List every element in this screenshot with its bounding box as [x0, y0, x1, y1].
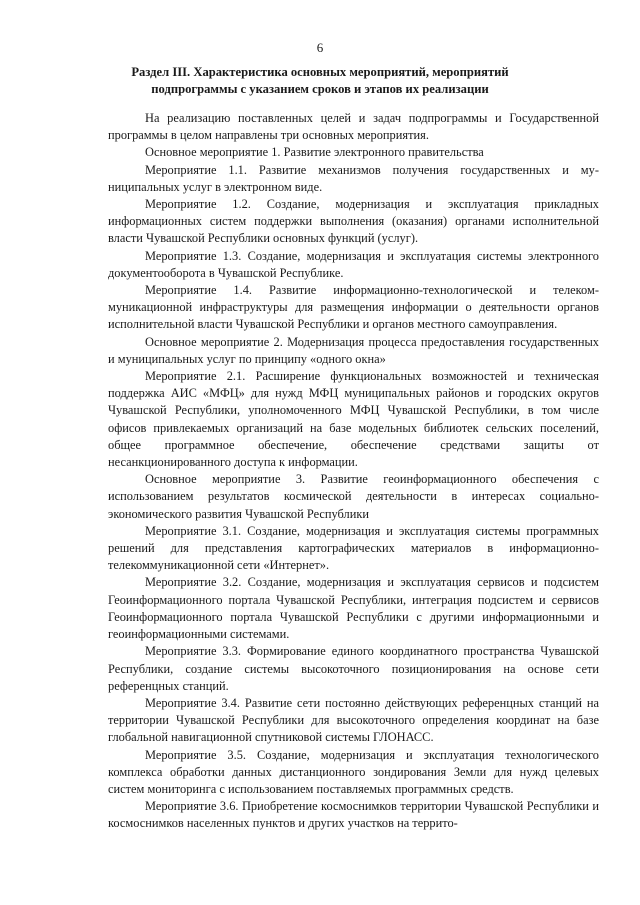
paragraph-activity-3-1: Мероприятие 3.1. Создание, модернизация и эксплуатация системы программных решений для представления картографических материалов в информационно-телекоммуникационной сети «Интернет». [108, 523, 599, 573]
section-heading [110, 64, 530, 98]
paragraph-main-activity-2: Основное мероприятие 2. Модернизация процесса предоставления государственных и муниципальных услуг по принципу «одного окна» [108, 334, 599, 366]
paragraph-activity-3-3: Мероприятие 3.3. Формирование единого координатного пространства Чувашской Республики, создание системы высокоточного позиционирования на основе сети референцных станций. [108, 644, 599, 693]
paragraph-activity-1-3: Мероприятие 1.3. Создание, модернизация и эксплуатация системы электронного документооборота в Чувашской Республике. [108, 248, 599, 280]
paragraph-main-activity-1: Основное мероприятие 1. Развитие электронного правительства [145, 145, 484, 160]
paragraph-activity-1-1: Мероприятие 1.1. Развитие механизмов получения государственных и муниципальных услуг в электронном виде. [108, 162, 599, 194]
paragraph-activity-3-2: Мероприятие 3.2. Создание, модернизация и эксплуатация сервисов и подсистем Геоинформационного портала Чувашской Республики, интеграция подсистем и сервисов Геоинформационного портала Чувашской Республики с другими информационными и геоинформационными системами. [108, 575, 599, 642]
section-heading-line-1: Раздел III. Характеристика основных мероприятий, мероприятий [131, 65, 509, 79]
paragraph-activity-2-1: Мероприятие 2.1. Расширение функциональных возможностей и техническая поддержка АИС «МФЦ» для нужд МФЦ муниципальных районов и городских округов Чувашской Республики, уполномоченного МФЦ Чувашской Республики, в том числе офисов привлекаемых организаций на базе модельных библиотек сельских поселений, общее программное обеспечение, обеспечение средствами защиты от несанкционированного доступа к информации. [108, 369, 599, 470]
paragraph-activity-3-5: Мероприятие 3.5. Создание, модернизация и эксплуатация технологического комплекса обработки данных дистанционного зондирования Земли для нужд целевых систем мониторинга с использованием поставляемых программных средств. [108, 747, 599, 796]
document-body [108, 110, 599, 833]
paragraph-activity-1-2: Мероприятие 1.2. Создание, модернизация и эксплуатация прикладных информационных систем поддержки выполнения (оказания) органами исполнительной власти Чувашской Республики основных функций (услуг). [108, 197, 599, 246]
paragraph-intro: На реализацию поставленных целей и задач подпрограммы и Государственной программы в целом направлены три основных мероприятия. [108, 111, 599, 143]
paragraph-activity-3-4: Мероприятие 3.4. Развитие сети постоянно действующих референцных станций на территории Чувашской Республики для высокоточного определения координат на базе глобальной навигационной спутниковой системы ГЛОНАСС. [108, 695, 599, 745]
paragraph-activity-3-6: Мероприятие 3.6. Приобретение космоснимков территории Чувашской Республики и космоснимков населенных пунктов и других участков на террито- [108, 799, 599, 831]
page-number: 6 [316, 40, 324, 55]
section-heading-line-2: подпрограммы с указанием сроков и этапов их реализации [151, 82, 489, 96]
paragraph-activity-1-4: Мероприятие 1.4. Развитие информационно-технологической и телекоммуникационной инфраструктуры для размещения информации о деятельности органов исполнительной власти Чувашской Республики и органов местного самоуправления. [108, 283, 599, 332]
paragraph-main-activity-3: Основное мероприятие 3. Развитие геоинформационного обеспечения с использованием результатов космической деятельности в интересах социально-экономического развития Чувашской Республики [108, 472, 599, 521]
